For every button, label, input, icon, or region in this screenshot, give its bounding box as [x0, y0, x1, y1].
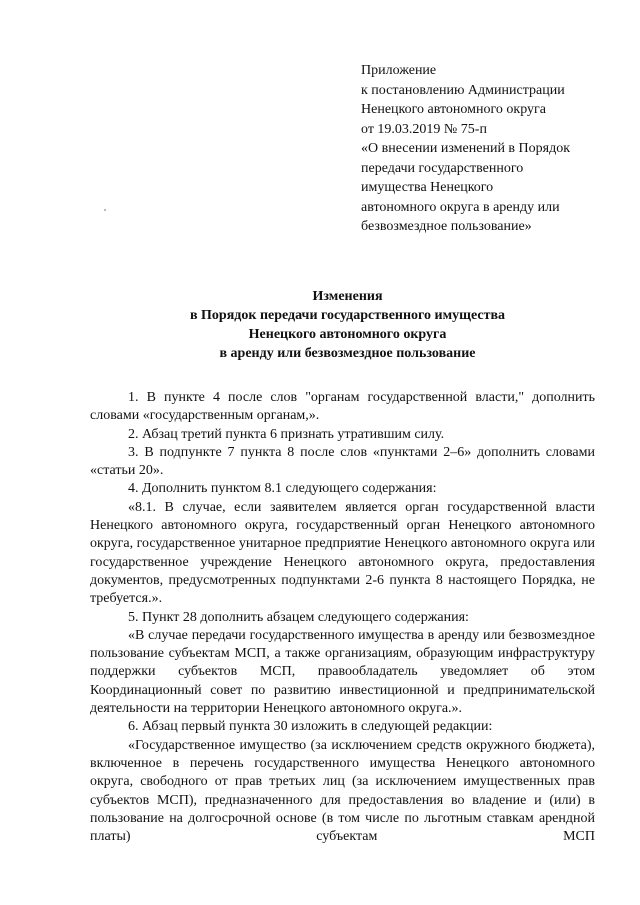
- paragraph-4-quote: «8.1. В случае, если заявителем является орган государственной власти Ненецкого автономного округа, государственный орган Ненецкого автономного округа, государственное унитарное предприятие Ненецкого автономного округа или государственное учреждение Ненецкого автономного округа, предоставления документов, предусмотренных подпунктами 2-6 пункта 8 настоящего Порядка, не требуется.».: [90, 499, 595, 607]
- appendix-line: от 19.03.2019 № 75-п: [361, 121, 487, 137]
- paragraph-6-quote: «Государственное имущество (за исключением средств окружного бюджета), включенное в перечень государственного имущества Ненецкого автономного округа, свободного от прав третьих лиц (за исключением имущественных прав субъектов МСП), предназначенного для предоставления во владение и (или) в пользование на долгосрочной основе (в том числе по льготным ставкам арендной платы) субъектам МСП: [90, 737, 595, 845]
- appendix-line: Ненецкого автономного округа: [361, 102, 546, 117]
- appendix-line: имущества Ненецкого: [361, 180, 494, 195]
- paragraph-1: 1. В пункте 4 после слов "органам государственной власти," дополнить словами «государственным органам,».: [90, 390, 595, 424]
- appendix-line: к постановлению Администрации: [361, 82, 565, 98]
- scan-speck: [104, 209, 106, 211]
- title-line: в аренду или безвозмездное пользование: [219, 346, 476, 361]
- paragraph-5-quote: «В случае передачи государственного имущества в аренду или безвозмездное пользование субъектам МСП, а также организациям, образующим инфраструктуру поддержки субъектов МСП, правообладатель уведомляет об этом Координационный совет по развитию инвестиционной и предпринимательской деятельности на территории Ненецкого автономного округа.».: [90, 627, 595, 717]
- paragraph-6: 6. Абзац первый пункта 30 изложить в следующей редакции:: [128, 719, 493, 735]
- document-body: [90, 389, 595, 846]
- appendix-line: безвозмездное пользование»: [361, 219, 532, 234]
- title-line: Ненецкого автономного округа: [248, 327, 447, 342]
- appendix-line: автономного округа в аренду или: [361, 199, 560, 215]
- paragraph-2: 2. Абзац третий пункта 6 признать утратившим силу.: [128, 426, 445, 442]
- appendix-line: «О внесении изменений в Порядок: [361, 141, 571, 156]
- document-title: [90, 287, 605, 363]
- paragraph-4: 4. Дополнить пунктом 8.1 следующего содержания:: [128, 481, 437, 497]
- appendix-line: передачи государственного: [361, 160, 524, 176]
- paragraph-5: 5. Пункт 28 дополнить абзацем следующего содержания:: [128, 609, 469, 625]
- appendix-header: [361, 61, 611, 237]
- appendix-line: Приложение: [361, 63, 437, 78]
- paragraph-3: 3. В подпункте 7 пункта 8 после слов «пунктами 2–6» дополнить словами «статьи 20».: [90, 444, 595, 479]
- title-line: в Порядок передачи государственного имущества: [189, 308, 506, 323]
- title-line: Изменения: [312, 289, 383, 304]
